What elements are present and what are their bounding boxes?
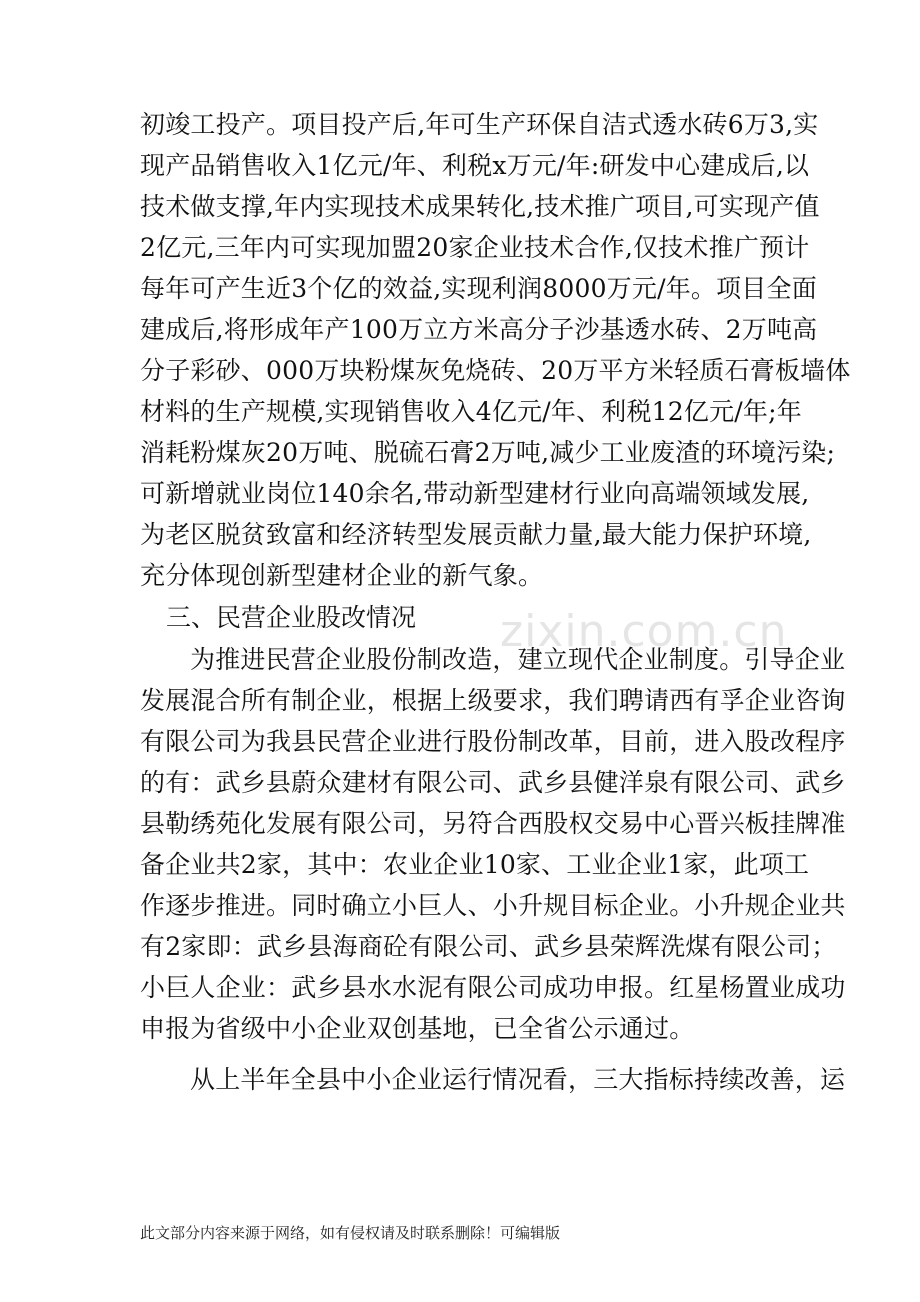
text-line: 申报为省级中小企业双创基地，已全省公示通过。 — [140, 1014, 695, 1043]
paragraph-gap — [140, 1049, 790, 1059]
paragraph-2 — [140, 639, 846, 1049]
text-line: 备企业共2家，其中：农业企业10家、工业企业1家，此项工 — [140, 850, 810, 879]
text-line: 县勒绣苑化发展有限公司，另符合西股权交易中心晋兴板挂牌准 — [140, 809, 846, 838]
text-line: 小巨人企业：武乡县水水泥有限公司成功申报。红星杨置业成功 — [140, 973, 846, 1002]
text-line: 有限公司为我县民营企业进行股份制改革，目前，进入股改程序 — [140, 727, 846, 756]
text-line: 有2家即：武乡县海商砼有限公司、武乡县荣辉洗煤有限公司； — [140, 932, 837, 961]
text-line: 初竣工投产。项目投产后,年可生产环保自洁式透水砖6万3,实 — [140, 110, 819, 139]
paragraph-1 — [140, 104, 851, 596]
text-line: 2亿元,三年内可实现加盟20家企业技术合作,仅技术推广预计 — [140, 233, 810, 262]
section-heading: 三、民营企业股改情况 — [166, 603, 417, 632]
page-footer: 此文部分内容来源于网络，如有侵权请及时联系删除！可编辑版 — [140, 1224, 561, 1242]
paragraph-3 — [140, 1059, 846, 1100]
text-line: 材料的生产规模,实现销售收入4亿元/年、利税12亿元/年;年 — [140, 397, 802, 426]
text-line: 每年可产生近3个亿的效益,实现利润8000万元/年。项目全面 — [140, 274, 817, 303]
watermark: zixin.com.cn — [500, 606, 788, 657]
document-body — [140, 104, 851, 1100]
text-line: 可新增就业岗位140余名,带动新型建材行业向高端领域发展, — [140, 479, 810, 508]
text-line: 为老区脱贫致富和经济转型发展贡献力量,最大能力保护环境, — [140, 520, 812, 549]
text-line: 技术做支撑,年内实现技术成果转化,技术推广项目,可实现产值 — [140, 192, 820, 221]
text-line: 分子彩砂、000万块粉煤灰免烧砖、20万平方米轻质石膏板墙体 — [140, 356, 851, 385]
text-line: 作逐步推进。同时确立小巨人、小升规目标企业。小升规企业共 — [140, 891, 846, 920]
text-line: 为推进民营企业股份制改造，建立现代企业制度。引导企业 — [190, 645, 846, 674]
text-line: 消耗粉煤灰20万吨、脱硫石膏2万吨,减少工业废渣的环境污染; — [140, 438, 836, 467]
text-line: 发展混合所有制企业，根据上级要求，我们聘请西有孚企业咨询 — [140, 686, 846, 715]
text-line: 从上半年全县中小企业运行情况看，三大指标持续改善，运 — [190, 1065, 846, 1094]
text-line: 建成后,将形成年产100万立方米高分子沙基透水砖、2万吨高 — [140, 315, 818, 344]
text-line: 现产品销售收入1亿元/年、利税x万元/年:研发中心建成后,以 — [140, 151, 810, 180]
text-line: 的有：武乡县蔚众建材有限公司、武乡县健洋泉有限公司、武乡 — [140, 768, 846, 797]
text-line: 充分体现创新型建材企业的新气象。 — [140, 561, 544, 590]
